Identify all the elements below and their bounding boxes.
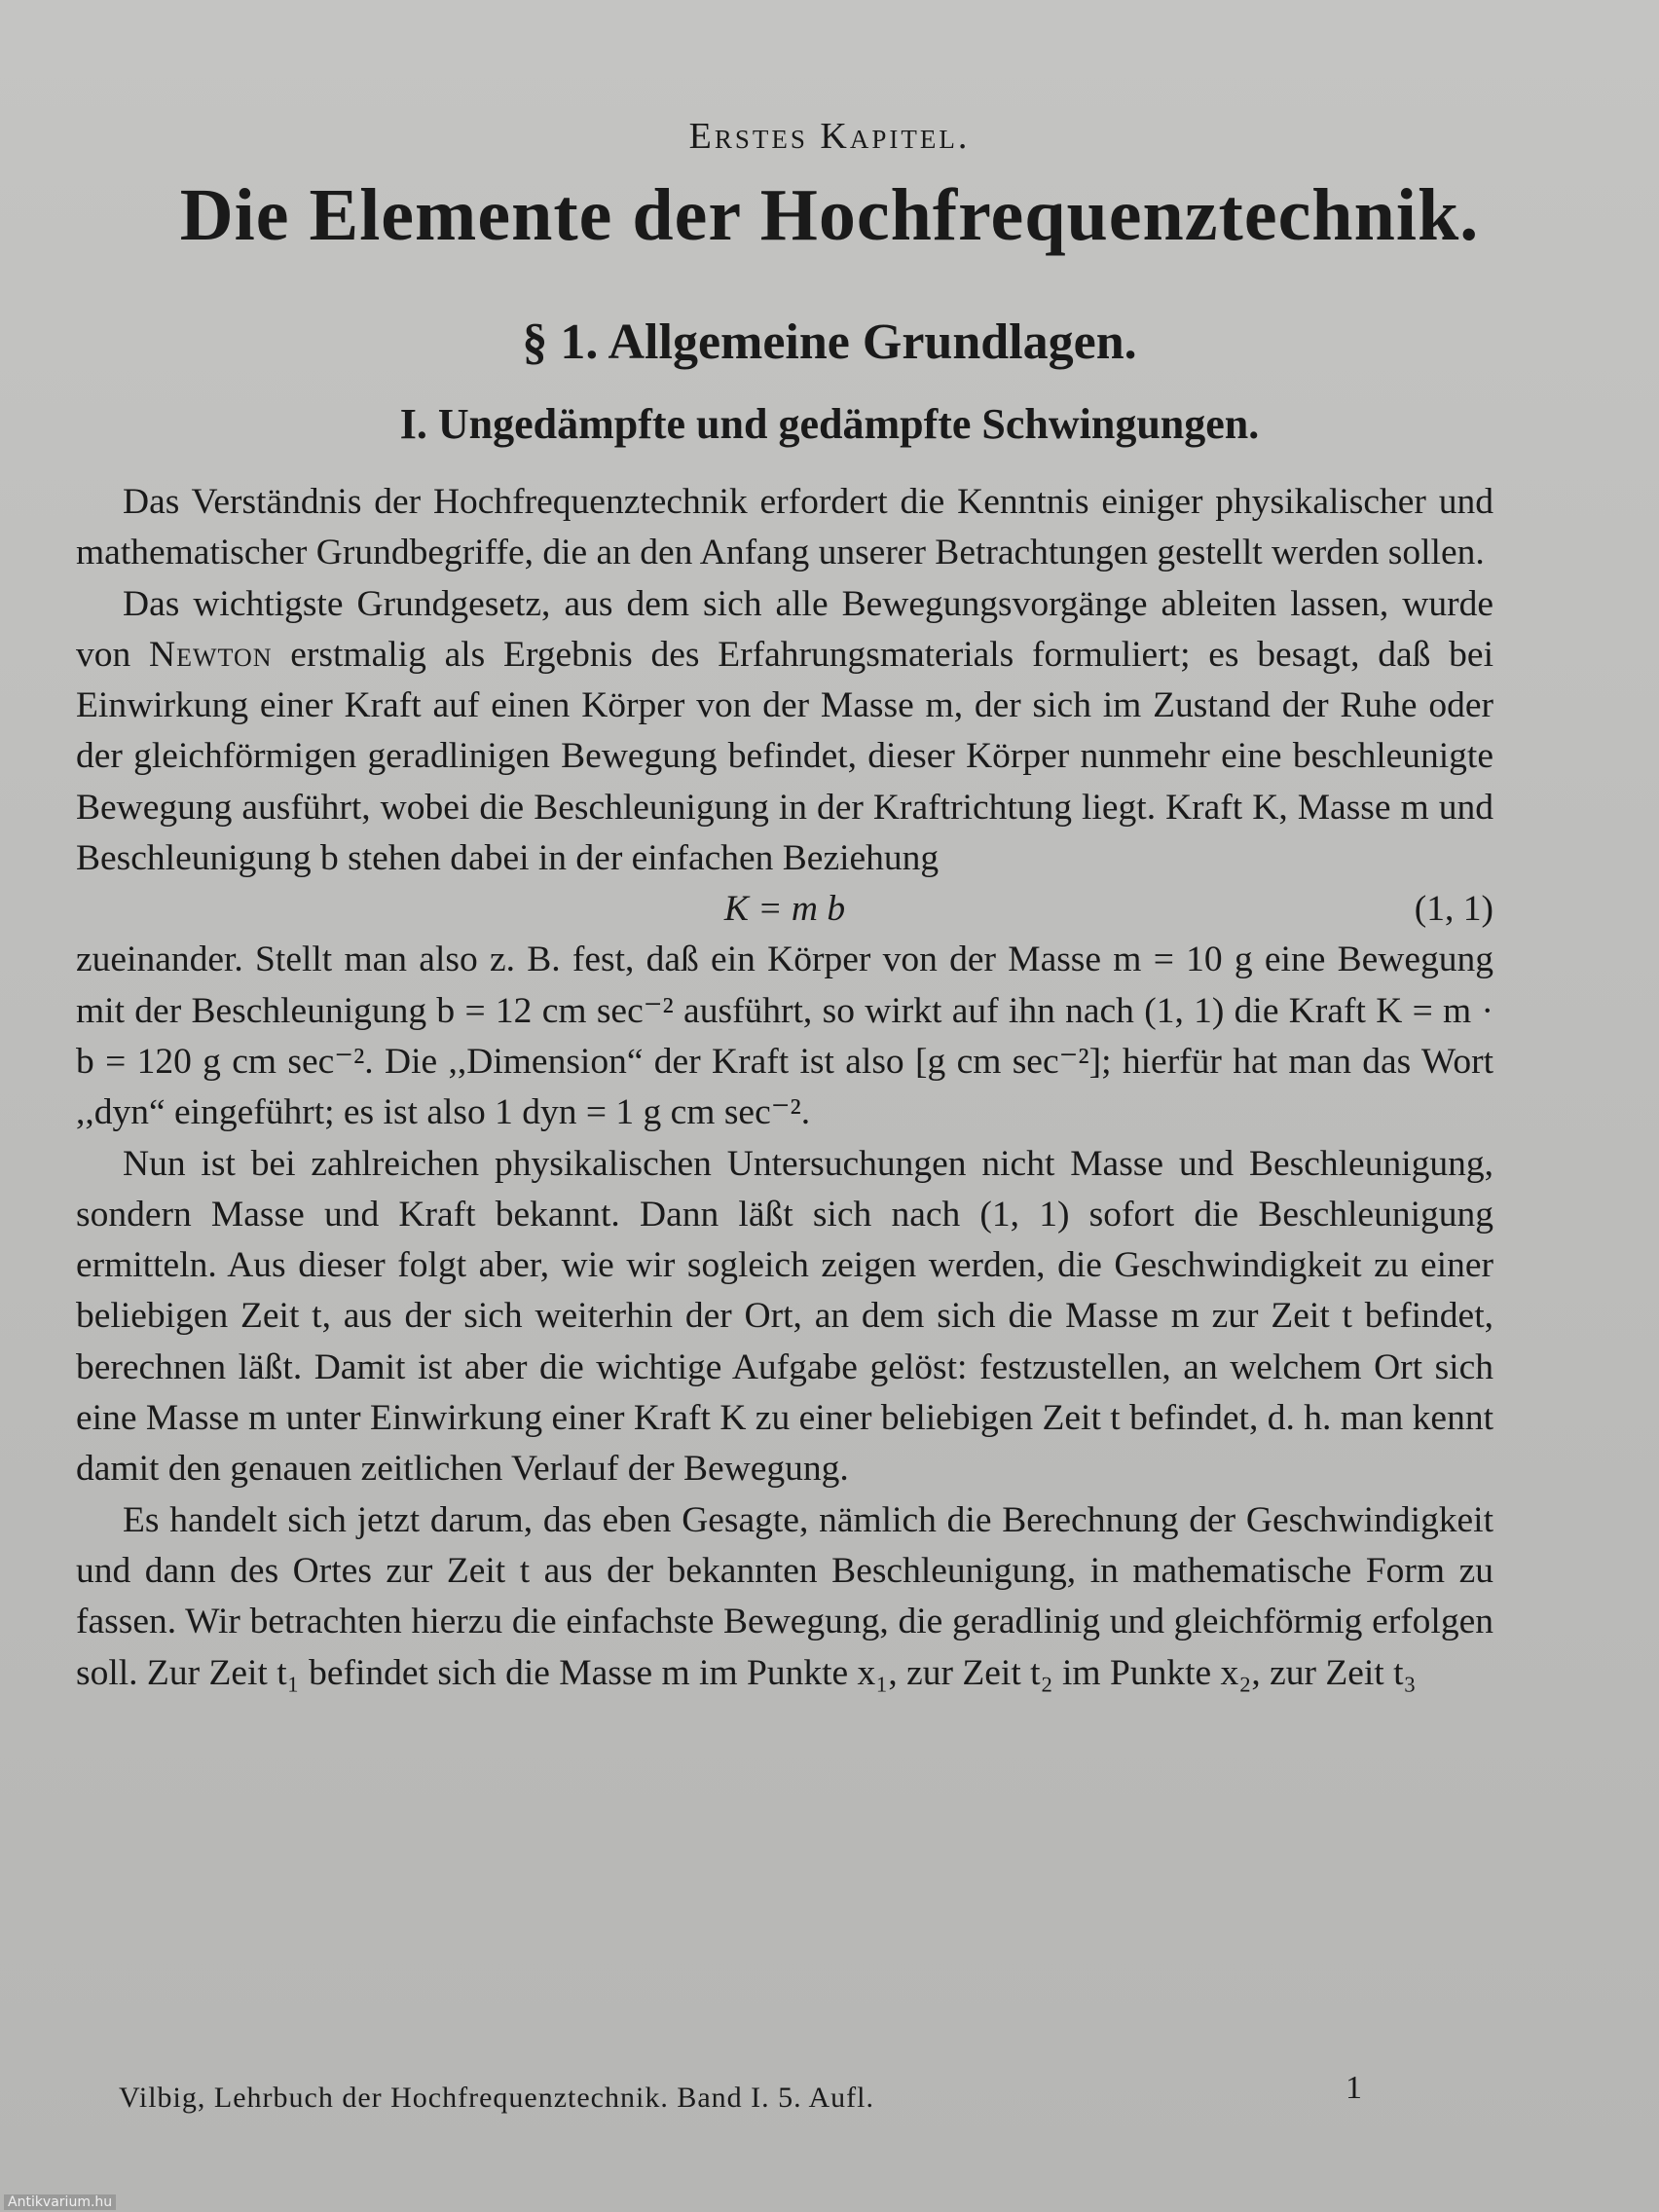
paragraph-2-start: Das wichtigste Grundgesetz, aus dem sich alle Bewegungsvorgänge ableiten lassen, wurde von [76, 583, 1493, 675]
footer-citation: Vilbig, Lehrbuch der Hochfrequenztechnik. Band I. 5. Aufl. [119, 2082, 874, 2114]
watermark-logo: Antikvarium.hu [4, 2194, 116, 2210]
chapter-heading: Erstes Kapitel. [688, 116, 971, 157]
paragraph-1: Das Verständnis der Hochfrequenztechnik erfordert die Kenntnis einiger physikalischer und mathematischer Grundbegriffe, die an den Anfang unserer Betrachtungen gestellt werden sollen. [76, 482, 1493, 573]
body-text [76, 477, 1493, 1699]
subsection-heading: I. Ungedämpfte und gedämpfte Schwingungen. [399, 400, 1260, 448]
formula-number: (1, 1) [1414, 889, 1493, 930]
formula: K = m b [723, 889, 846, 930]
paragraph-3: zueinander. Stellt man also z. B. fest, daß ein Körper von der Masse m = 10 g eine Bewegung mit der Beschleunigung b = 12 cm sec⁻² ausführt, so wirkt auf ihn nach (1, 1) die Kraft K = m · b = 120 g cm sec⁻². Die ,,Dimension“ der Kraft ist also [g cm sec⁻²]; hierfür hat man das Wort ,,dyn“ eingeführt; es ist also 1 dyn = 1 g cm sec⁻². [76, 940, 1493, 1133]
author-name-newton: Newton [149, 634, 273, 675]
formula-row [76, 884, 1493, 935]
paragraph-5: Es handelt sich jetzt darum, das eben Gesagte, nämlich die Berechnung der Geschwindigkeit und dann des Ortes zur Zeit t aus der bekannten Beschleunigung, in mathematische Form zu fassen. Wir betrachten hierzu die einfachste Bewegung, die geradlinig und gleichförmig erfolgen soll. Zur Zeit t₁ befindet sich die Masse m im Punkte x₁, zur Zeit t₂ im Punkte x₂, zur Zeit t₃ [76, 1499, 1493, 1693]
page-title: Die Elemente der Hochfrequenztechnik. [179, 174, 1480, 256]
section-heading: § 1. Allgemeine Grundlagen. [522, 314, 1137, 370]
paragraph-4: Nun ist bei zahlreichen physikalischen Untersuchungen nicht Masse und Beschleunigung, sondern Masse und Kraft bekannt. Dann läßt sich nach (1, 1) sofort die Beschleunigung ermitteln. Aus dieser folgt aber, wie wir sogleich zeigen werden, die Geschwindigkeit zu einer beliebigen Zeit t, aus der sich weiterhin der Ort, an dem sich die Masse m zur Zeit t befindet, berechnen läßt. Damit ist aber die wichtige Aufgabe gelöst: festzustellen, an welchem Ort sich eine Masse m unter Einwirkung einer Kraft K zu einer beliebigen Zeit t befindet, d. h. man kennt damit den genauen zeitlichen Verlauf der Bewegung. [76, 1143, 1493, 1490]
paragraph-2 [76, 579, 1493, 885]
paragraph-2-end: erstmalig als Ergebnis des Erfahrungsmaterials formuliert; es besagt, daß bei Einwirkung einer Kraft auf einen Körper von der Masse m, der sich im Zustand der Ruhe oder der gleichförmigen geradlinigen Bewegung befindet, dieser Körper nunmehr eine beschleunigte Bewegung ausführt, wobei die Beschleunigung in der Kraftrichtung liegt. Kraft K, Masse m und Beschleunigung b stehen dabei in der einfachen Beziehung [76, 634, 1493, 879]
page-number: 1 [1346, 2070, 1362, 2106]
